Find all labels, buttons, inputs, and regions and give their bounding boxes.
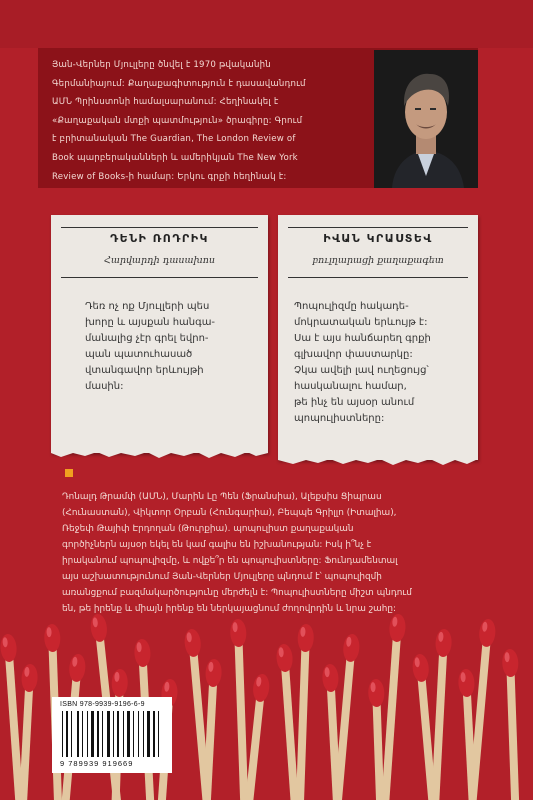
description-line: (Հունաստան), Վիկտոր Օրբան (Հունգարիա), Բեպպե Գրիլլո (Իտալիա), bbox=[62, 508, 397, 518]
bio-line: ԱՄՆ Պրինստոնի համալսարանում: Հեղինակել է bbox=[52, 97, 279, 108]
match-stick bbox=[184, 628, 222, 800]
description-line: իրականում պոպուլիզմը, և ովքե՞ր են պոպուլիստները: Ֆունդամենտալ bbox=[62, 556, 398, 566]
card-mid-rule bbox=[61, 277, 258, 278]
review-card-rodrik bbox=[51, 215, 268, 453]
card-top-rule bbox=[61, 227, 258, 228]
bio-line: է բրիտանական The Guardian, The London Review of bbox=[52, 134, 296, 145]
match-stick bbox=[502, 649, 527, 800]
author-bio-text bbox=[52, 56, 368, 186]
reviewer-role: Հարվարդի դասախոս bbox=[103, 255, 215, 266]
quote-line: պան պատուհասած bbox=[85, 349, 193, 360]
bio-line: «Քաղաքական մտքի պատմություն» ծրագիրը: Գրում bbox=[52, 115, 303, 126]
bio-line: Book պարբերականների և ամերիկյան The New York bbox=[52, 152, 298, 163]
bio-line: Յան-Վերներ Մյուլլերը ծնվել է 1970 թվականին bbox=[52, 60, 271, 70]
quote-line: թե ինչ են այսօր անում bbox=[294, 397, 415, 408]
description-line: այս աշխատությունում Յան-Վերներ Մյուլլերը պնդում է՝ պոպուլիզմի bbox=[62, 572, 382, 582]
quote-line: պոպուլիստները: bbox=[294, 413, 385, 424]
reviewer-name: ԻՎԱՆ ԿՐԱՍՏԵՎ bbox=[323, 232, 433, 245]
accent-square-icon bbox=[65, 469, 73, 477]
description-line: Դոնալդ Թրամփ (ԱՄՆ), Մարին Լը Պեն (Ֆրանսիա), Ալեքսիս Ցիպրաս bbox=[62, 492, 382, 502]
quote-line: հասկանալու համար, bbox=[294, 381, 407, 392]
match-stick bbox=[228, 673, 271, 800]
quote-line: Դեռ ոչ ոք Մյուլլերի պես bbox=[85, 301, 210, 312]
quote-line: Սա է այս հանճարեղ գրքի bbox=[294, 333, 431, 344]
barcode-icon bbox=[60, 711, 164, 759]
review-quote bbox=[294, 299, 464, 427]
quote-line: վտանգավոր երևույթի bbox=[85, 365, 204, 376]
top-band bbox=[0, 0, 533, 48]
card-top-rule bbox=[288, 227, 468, 228]
isbn-label: ISBN 978-9939-9196-6-9 bbox=[60, 701, 145, 708]
author-photo bbox=[374, 50, 478, 188]
quote-line: գլխավոր փաստարկը: bbox=[294, 349, 413, 360]
match-stick bbox=[322, 633, 360, 800]
quote-line: մանալից չէր գրել եվրո- bbox=[85, 333, 209, 344]
description-line: գործիչներն այսօր եկել են կամ գալիս են իշխանության: Իսկ ի՞նչ է bbox=[62, 540, 372, 550]
description-line: առանցքում բազմակարծությունը մերժելն է: Պոպուլիստները միշտ պնդում bbox=[62, 588, 412, 598]
bio-line: Review of Books-ի համար: Երկու գրքի հեղինակ է: bbox=[52, 171, 287, 182]
quote-line: մասին: bbox=[85, 381, 124, 392]
quote-line: Պոպուլիզմը հակադե- bbox=[294, 301, 409, 312]
card-mid-rule bbox=[288, 277, 468, 278]
author-portrait-graphic bbox=[374, 50, 478, 188]
description-line: են, թե իրենք և միայն իրենք են ներկայացնում ժողովրդին և նրա շահը: bbox=[62, 604, 397, 614]
description-line: Ռեջեփ Թայիփ Էրդողան (Թուրքիա). պոպուլիստ քաղաքական bbox=[62, 524, 354, 534]
review-card-krastev bbox=[278, 215, 478, 460]
torn-paper-edge bbox=[278, 454, 478, 466]
barcode-digits: 9 789939 919669 bbox=[60, 759, 134, 768]
isbn-barcode bbox=[52, 697, 172, 773]
book-description bbox=[62, 489, 472, 617]
reviewer-role: բուլղարացի քաղաքագետ bbox=[312, 255, 444, 266]
quote-line: մոկրատական երևույթ է: bbox=[294, 317, 428, 328]
reviewer-name: ԴԵՆԻ ՌՈԴՐԻԿ bbox=[110, 232, 209, 245]
author-bio-panel bbox=[38, 48, 478, 188]
bio-line: Գերմանիայում: Քաղաքագիտություն է դասավանդում bbox=[52, 78, 306, 89]
quote-line: խորը և այսքան հանգա- bbox=[85, 317, 216, 328]
review-quote bbox=[85, 299, 249, 395]
torn-paper-edge bbox=[51, 447, 268, 459]
quote-line: Չկա ավելի լավ ուղեցույց՝ bbox=[294, 365, 429, 376]
